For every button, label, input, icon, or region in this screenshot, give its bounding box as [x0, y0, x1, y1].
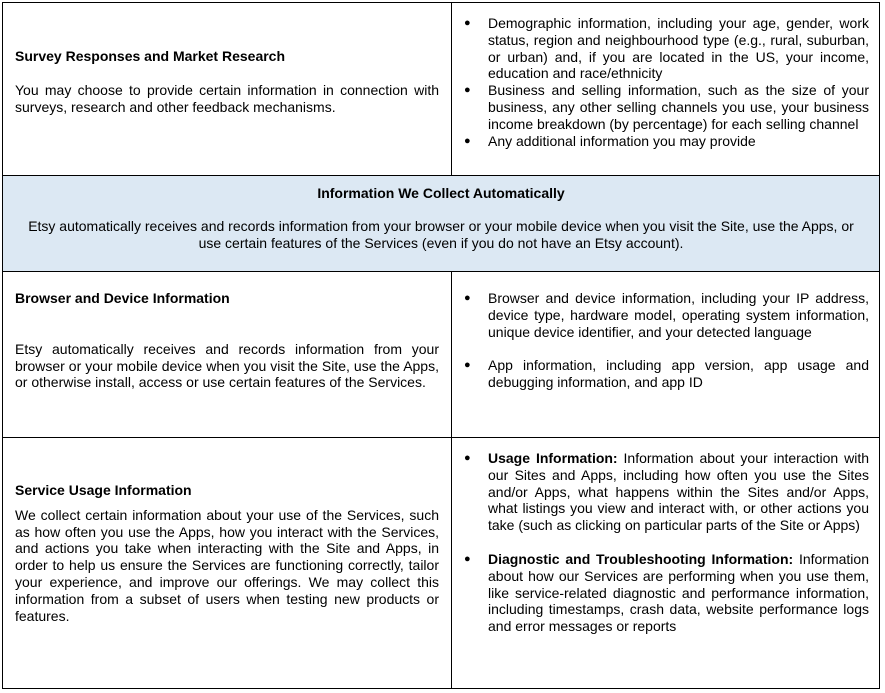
usage-info-text: Information about your interaction with our Sites and Apps, including how often you use the Sites and/or Apps, what happens within the Sites and/or Apps, what listings you view and interact with, or other actions you take (such as clicking on particular parts of the Site or Apps) — [488, 450, 869, 534]
diagnostic-info-text: Information about how our Services are performing when you use them, like service-related diagnostic and performance information, including timestamps, crash data, website performance logs and error messages or reports — [488, 550, 869, 635]
browser-bullet-list — [464, 290, 869, 391]
table-row-survey — [3, 3, 879, 176]
list-item: ● App information, including app version, app usage and debugging information, and app ID — [464, 357, 869, 391]
usage-info-label: Usage Information: — [488, 450, 618, 466]
browser-heading: Browser and Device Information — [15, 290, 230, 306]
browser-left-cell — [3, 272, 452, 437]
auto-collect-cell — [3, 176, 879, 271]
list-item — [464, 450, 869, 534]
auto-collect-heading: Information We Collect Automatically — [317, 185, 565, 201]
auto-collect-body: Etsy automatically receives and records information from your browser or your mobile device when you visit the Site, use the Apps, or use certain features of the Services (even if you do not have an Etsy account). — [28, 217, 854, 251]
usage-bullet-list — [464, 450, 869, 635]
privacy-info-table — [2, 2, 880, 689]
table-row-browser-device — [3, 272, 879, 438]
diagnostic-info-label: Diagnostic and Troubleshooting Information: — [488, 550, 794, 567]
usage-heading: Service Usage Information — [15, 482, 192, 498]
usage-left-cell — [3, 438, 452, 688]
table-row-service-usage — [3, 438, 879, 688]
table-row-auto-collect — [3, 176, 879, 272]
list-item: ● Business and selling information, such as the size of your business, any other selling channels you use, your business income breakdown (by percentage) for each selling channel — [464, 82, 869, 132]
list-item: ● Demographic information, including your age, gender, work status, region and neighbourhood type (e.g., rural, suburban, or urban) and, if you are located in the US, your income, education and race/ethnicity — [464, 15, 869, 82]
survey-bullet-list — [464, 15, 869, 149]
usage-body: We collect certain information about your use of the Services, such as how often you use the Apps, how you interact with the Services, and actions you take when interacting with the Site and Apps, in order to help us ensure the Services are functioning correctly, tailor your experience, and improve our offerings. We may collect this information from a subset of users when testing new products or features. — [15, 506, 439, 624]
list-item: ● Browser and device information, including your IP address, device type, hardware model, operating system information, unique device identifier, and your detected language — [464, 290, 869, 340]
usage-right-cell — [452, 438, 879, 688]
survey-left-cell — [3, 3, 452, 175]
survey-heading: Survey Responses and Market Research — [15, 48, 286, 64]
survey-body: You may choose to provide certain information in connection with surveys, research and other feedback mechanisms. — [15, 81, 439, 115]
list-item: ● Any additional information you may provide — [464, 133, 869, 150]
list-item — [464, 551, 869, 635]
survey-right-cell — [452, 3, 879, 175]
browser-body: Etsy automatically receives and records information from your browser or your mobile device when you visit the Site, use the Apps, or otherwise install, access or use certain features of the Services. — [15, 340, 439, 391]
browser-right-cell — [452, 272, 879, 437]
